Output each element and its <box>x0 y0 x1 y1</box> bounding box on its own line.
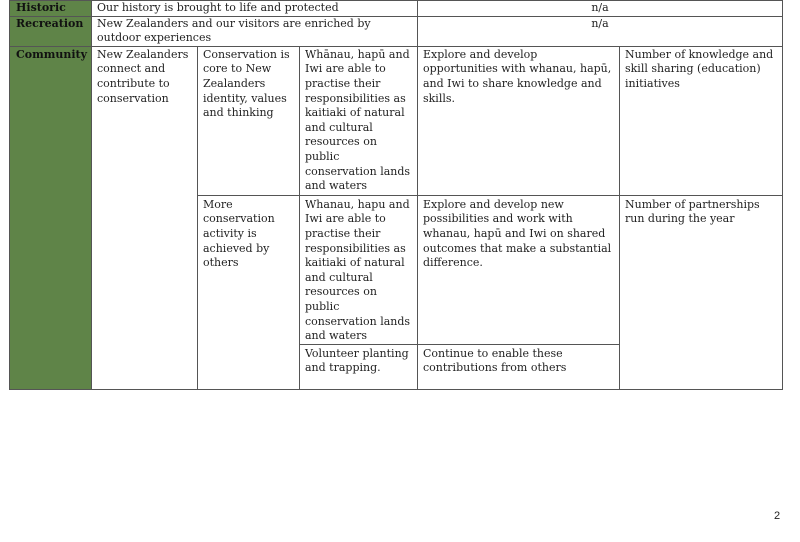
row-label-historic: Historic <box>10 1 92 17</box>
community-action-3: Continue to enable these contributions from others <box>418 344 620 389</box>
community-action-2: Explore and develop new possibilities and work with whanau, hapū and Iwi on shared outcomes that make a substantial difference. <box>418 195 620 344</box>
table-row-recreation <box>10 16 783 46</box>
row-label-recreation: Recreation <box>10 16 92 46</box>
community-focus-1: Conservation is core to New Zealanders identity, values and thinking <box>198 46 300 195</box>
community-outcome: New Zealanders connect and contribute to conservation <box>92 46 198 389</box>
community-measure-2: Number of partnerships run during the year <box>620 195 783 389</box>
community-objective-3: Volunteer planting and trapping. <box>300 344 418 389</box>
recreation-outcome: New Zealanders and our visitors are enriched by outdoor experiences <box>92 16 418 46</box>
historic-outcome: Our history is brought to life and protected <box>92 1 418 17</box>
historic-status: n/a <box>418 1 783 17</box>
conservation-plan-table <box>9 0 783 390</box>
page-number: 2 <box>774 510 781 522</box>
recreation-status: n/a <box>418 16 783 46</box>
row-label-community: Community <box>10 46 92 389</box>
community-action-1: Explore and develop opportunities with whanau, hapū, and Iwi to share knowledge and skills. <box>418 46 620 195</box>
community-objective-1: Whānau, hapū and Iwi are able to practise their responsibilities as kaitiaki of natural and cultural resources on public conservation lands and waters <box>300 46 418 195</box>
community-objective-2: Whanau, hapu and Iwi are able to practise their responsibilities as kaitiaki of natural and cultural resources on public conservation lands and waters <box>300 195 418 344</box>
table-row-historic <box>10 1 783 17</box>
community-measure-1: Number of knowledge and skill sharing (education) initiatives <box>620 46 783 195</box>
table-row-community-1 <box>10 46 783 195</box>
community-focus-2: More conservation activity is achieved by others <box>198 195 300 389</box>
